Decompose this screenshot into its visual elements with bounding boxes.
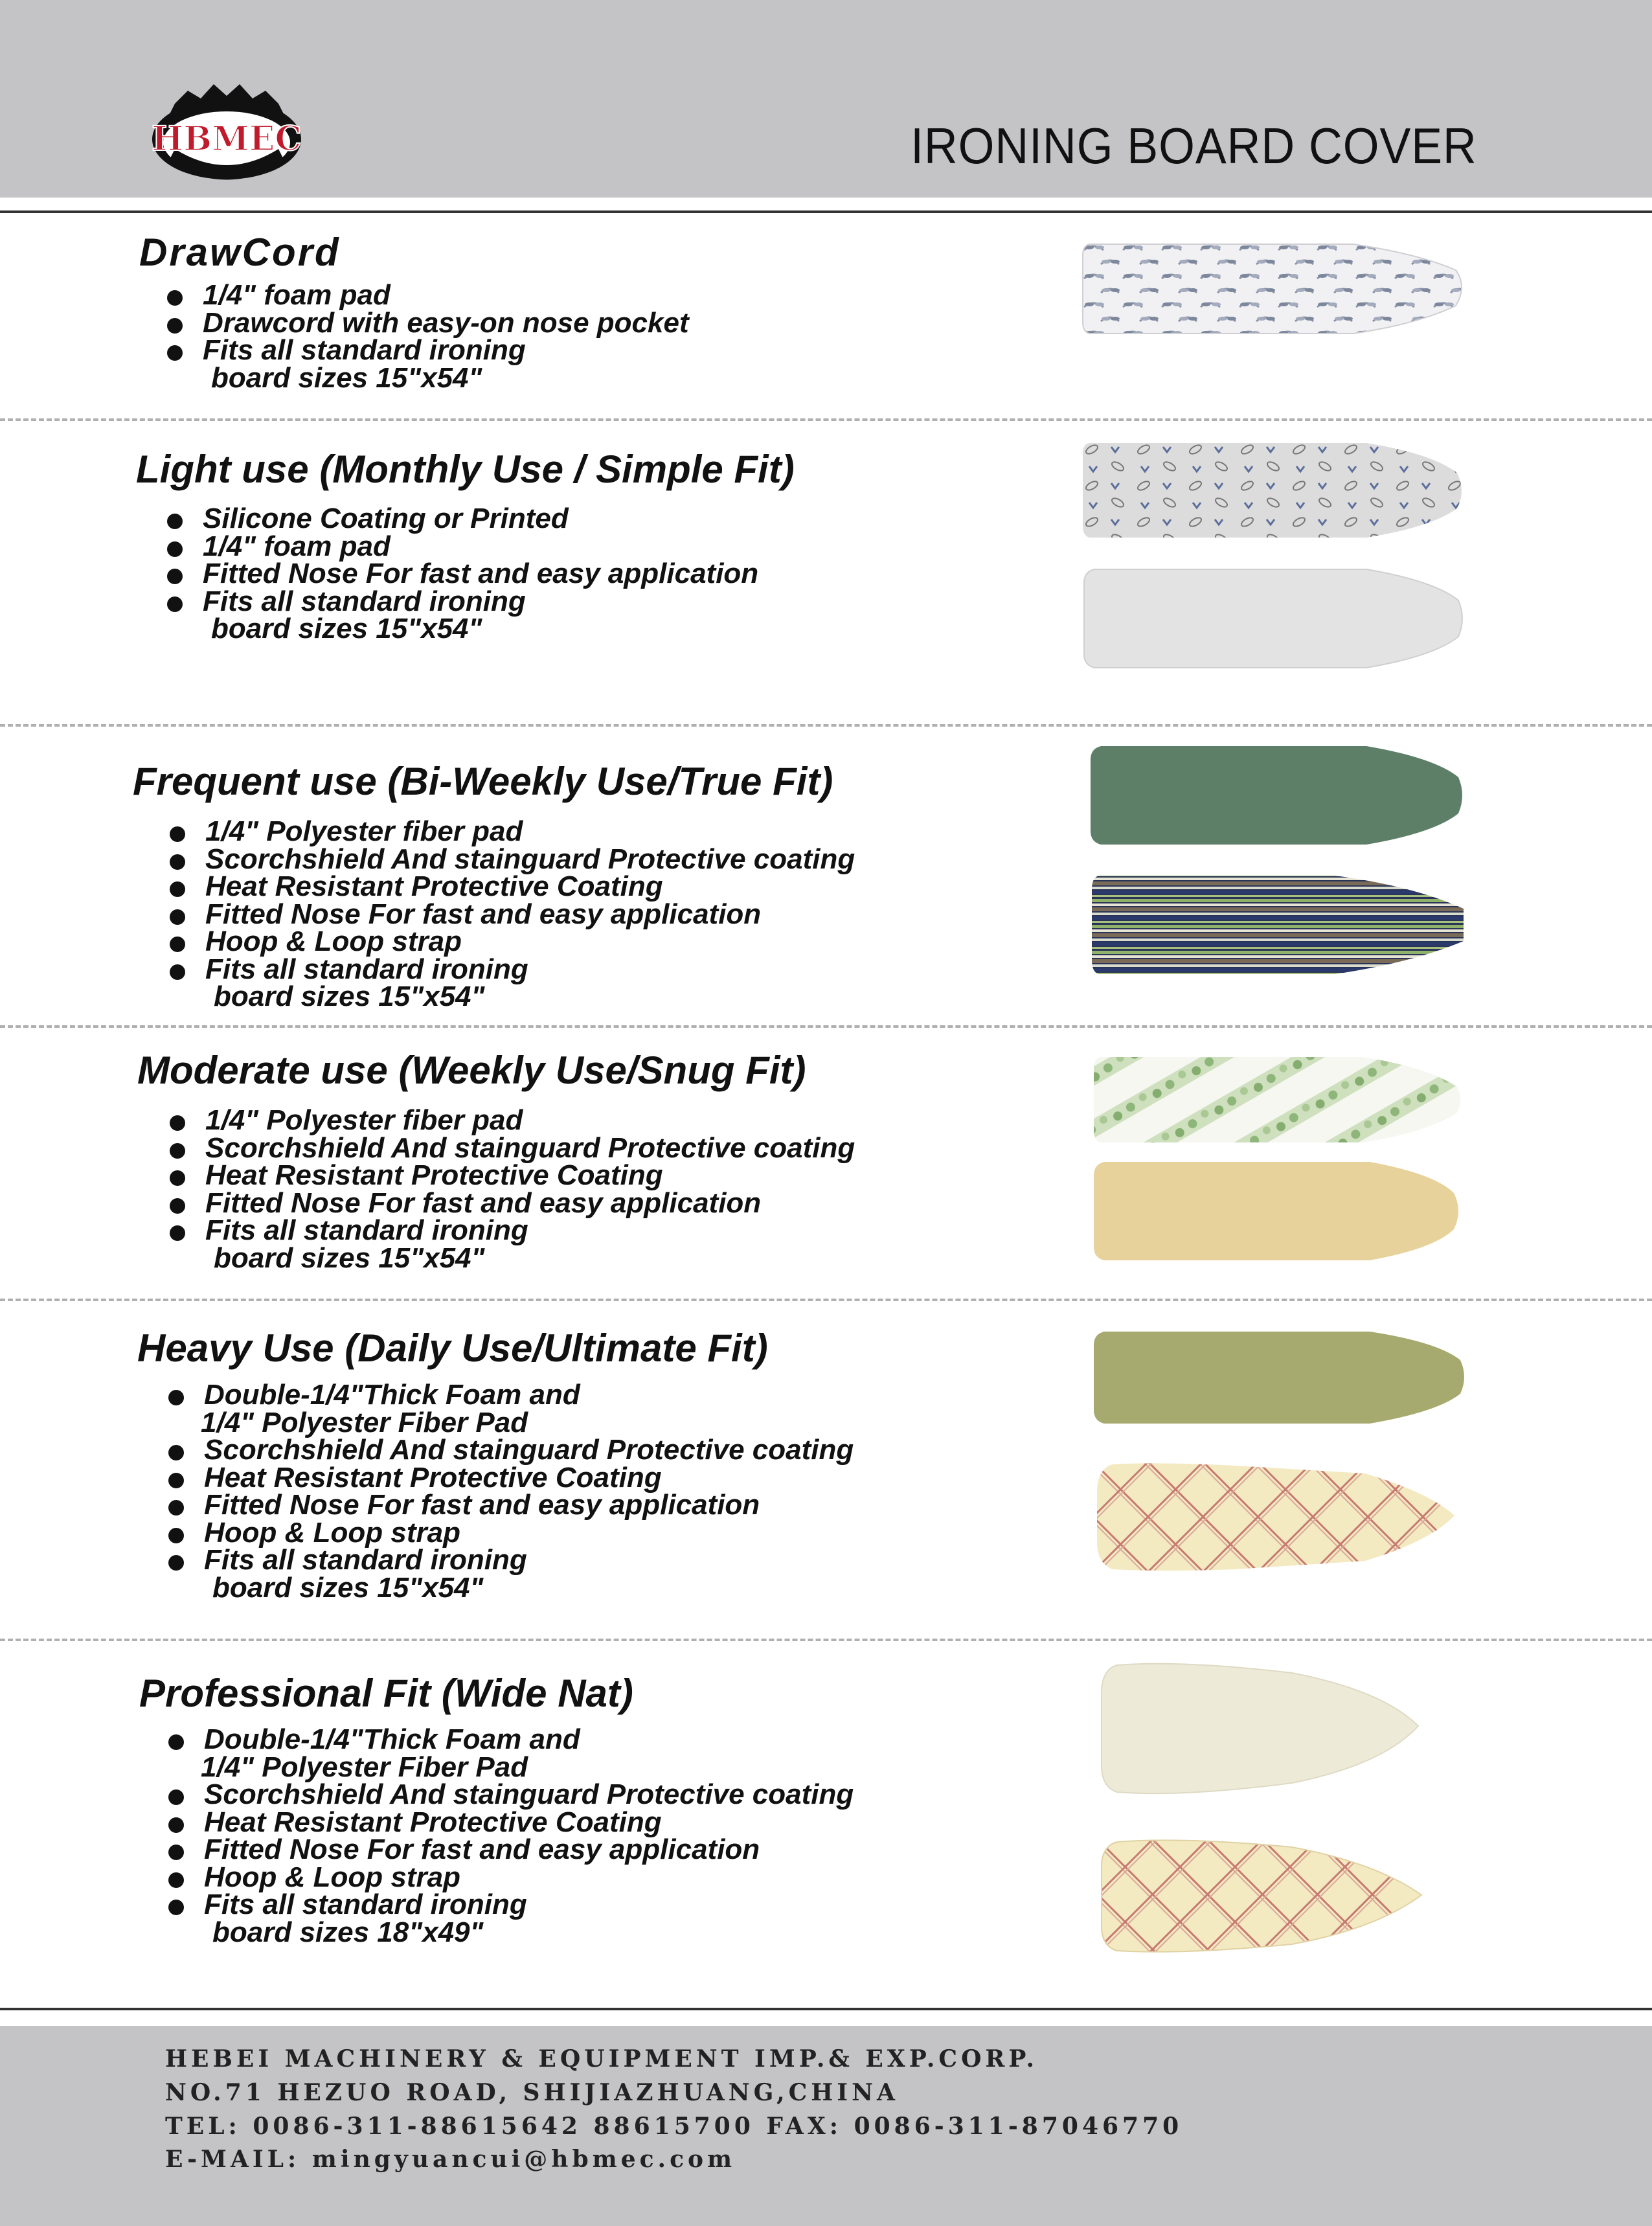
section-title-frequent-use: Frequent use (Bi-Weekly Use/True Fit) — [133, 760, 833, 803]
section-divider — [0, 1639, 1652, 1641]
feature-item: Fitted Nose For fast and easy application — [167, 560, 758, 588]
feature-item: Silicone Coating or Printed — [167, 505, 758, 533]
feature-item: Double-1/4"Thick Foam and — [168, 1726, 854, 1754]
feature-item: Heat Resistant Protective Coating — [170, 1162, 855, 1190]
feature-item: board sizes 15"x54" — [211, 361, 482, 394]
feature-item: Fits all standard ironing — [167, 337, 689, 365]
feature-item: Hoop & Loop strap — [168, 1864, 854, 1892]
section-title-professional-fit: Professional Fit (Wide Nat) — [139, 1672, 633, 1715]
feature-list-professional-fit — [168, 1723, 854, 1948]
section-divider — [0, 1025, 1652, 1028]
feature-item: Fitted Nose For fast and easy application — [170, 901, 855, 929]
feature-item: 1/4" Polyester fiber pad — [170, 818, 855, 846]
feature-item: Heat Resistant Protective Coating — [170, 873, 855, 901]
feature-item: 1/4" Polyester Fiber Pad — [201, 1406, 528, 1438]
feature-item: Scorchshield And stainguard Protective coating — [170, 1135, 855, 1163]
page-title: IRONING BOARD COVER — [911, 117, 1477, 174]
feature-item: Drawcord with easy-on nose pocket — [167, 310, 689, 337]
board-cover-plain-grey — [1081, 567, 1464, 670]
feature-item: board sizes 15"x54" — [214, 1242, 485, 1274]
feature-item: Double-1/4"Thick Foam and — [168, 1381, 854, 1409]
feature-item: Fits all standard ironing — [168, 1547, 854, 1574]
section-title-heavy-use: Heavy Use (Daily Use/Ultimate Fit) — [137, 1326, 768, 1370]
board-cover-red-plaid-wide — [1098, 1838, 1428, 1955]
board-cover-grey-leaf — [1081, 440, 1464, 541]
feature-list-moderate-use — [170, 1104, 855, 1274]
board-cover-leaf-print — [1081, 241, 1470, 338]
feature-item: Fitted Nose For fast and easy application — [170, 1190, 855, 1218]
feature-item: board sizes 15"x54" — [214, 981, 485, 1012]
feature-item: Hoop & Loop strap — [170, 928, 855, 956]
feature-item: Fitted Nose For fast and easy application — [168, 1492, 854, 1519]
feature-item: 1/4" foam pad — [167, 282, 689, 310]
board-cover-red-plaid — [1093, 1460, 1462, 1574]
board-cover-beige — [1091, 1159, 1464, 1263]
footer-address: NO.71 HEZUO ROAD, SHIJIAZHUANG,CHINA — [165, 2079, 899, 2106]
hbmec-logo — [136, 78, 317, 188]
header-divider — [0, 210, 1652, 213]
feature-item: Scorchshield And stainguard Protective coating — [170, 846, 855, 874]
feature-item: 1/4" foam pad — [167, 533, 758, 561]
feature-item: Fits all standard ironing — [170, 1217, 855, 1245]
footer-company: HEBEI MACHINERY & EQUIPMENT IMP.& EXP.CORP. — [165, 2045, 1038, 2073]
feature-list-drawcord — [167, 279, 689, 394]
feature-item: Hoop & Loop strap — [168, 1519, 854, 1547]
feature-item: Fitted Nose For fast and easy application — [168, 1836, 854, 1864]
section-title-light-use: Light use (Monthly Use / Simple Fit) — [136, 448, 795, 491]
footer-email: E-MAIL: mingyuancui@hbmec.com — [165, 2146, 736, 2173]
board-cover-olive — [1091, 1329, 1467, 1426]
footer-phone: TEL: 0086-311-88615642 88615700 FAX: 0086-311-87046770 — [165, 2113, 1183, 2140]
section-title-moderate-use: Moderate use (Weekly Use/Snug Fit) — [137, 1049, 806, 1092]
feature-item: Fits all standard ironing — [167, 588, 758, 616]
feature-item: Fits all standard ironing — [170, 956, 855, 984]
section-divider — [0, 1299, 1652, 1301]
logo-text: HBMEC — [152, 119, 302, 159]
feature-list-heavy-use — [168, 1381, 854, 1602]
feature-list-light-use — [167, 505, 758, 643]
feature-item: 1/4" Polyester Fiber Pad — [201, 1751, 528, 1783]
section-title-drawcord: DrawCord — [139, 231, 341, 274]
board-cover-stripes — [1089, 873, 1465, 977]
board-cover-cream — [1098, 1661, 1428, 1797]
feature-item: board sizes 18"x49" — [212, 1916, 484, 1948]
feature-item: Heat Resistant Protective Coating — [168, 1809, 854, 1837]
footer-divider — [0, 2008, 1652, 2010]
feature-item: board sizes 15"x54" — [211, 613, 482, 644]
feature-item: Fits all standard ironing — [168, 1891, 854, 1919]
feature-list-frequent-use — [170, 815, 855, 1012]
feature-item: Scorchshield And stainguard Protective coating — [168, 1781, 854, 1809]
board-cover-green-floral — [1091, 1054, 1464, 1145]
board-cover-dark-green — [1088, 744, 1464, 847]
feature-item: Scorchshield And stainguard Protective coating — [168, 1437, 854, 1464]
feature-item: Heat Resistant Protective Coating — [168, 1464, 854, 1492]
section-divider — [0, 418, 1652, 421]
section-divider — [0, 724, 1652, 727]
feature-item: board sizes 15"x54" — [212, 1571, 484, 1604]
feature-item: 1/4" Polyester fiber pad — [170, 1107, 855, 1135]
